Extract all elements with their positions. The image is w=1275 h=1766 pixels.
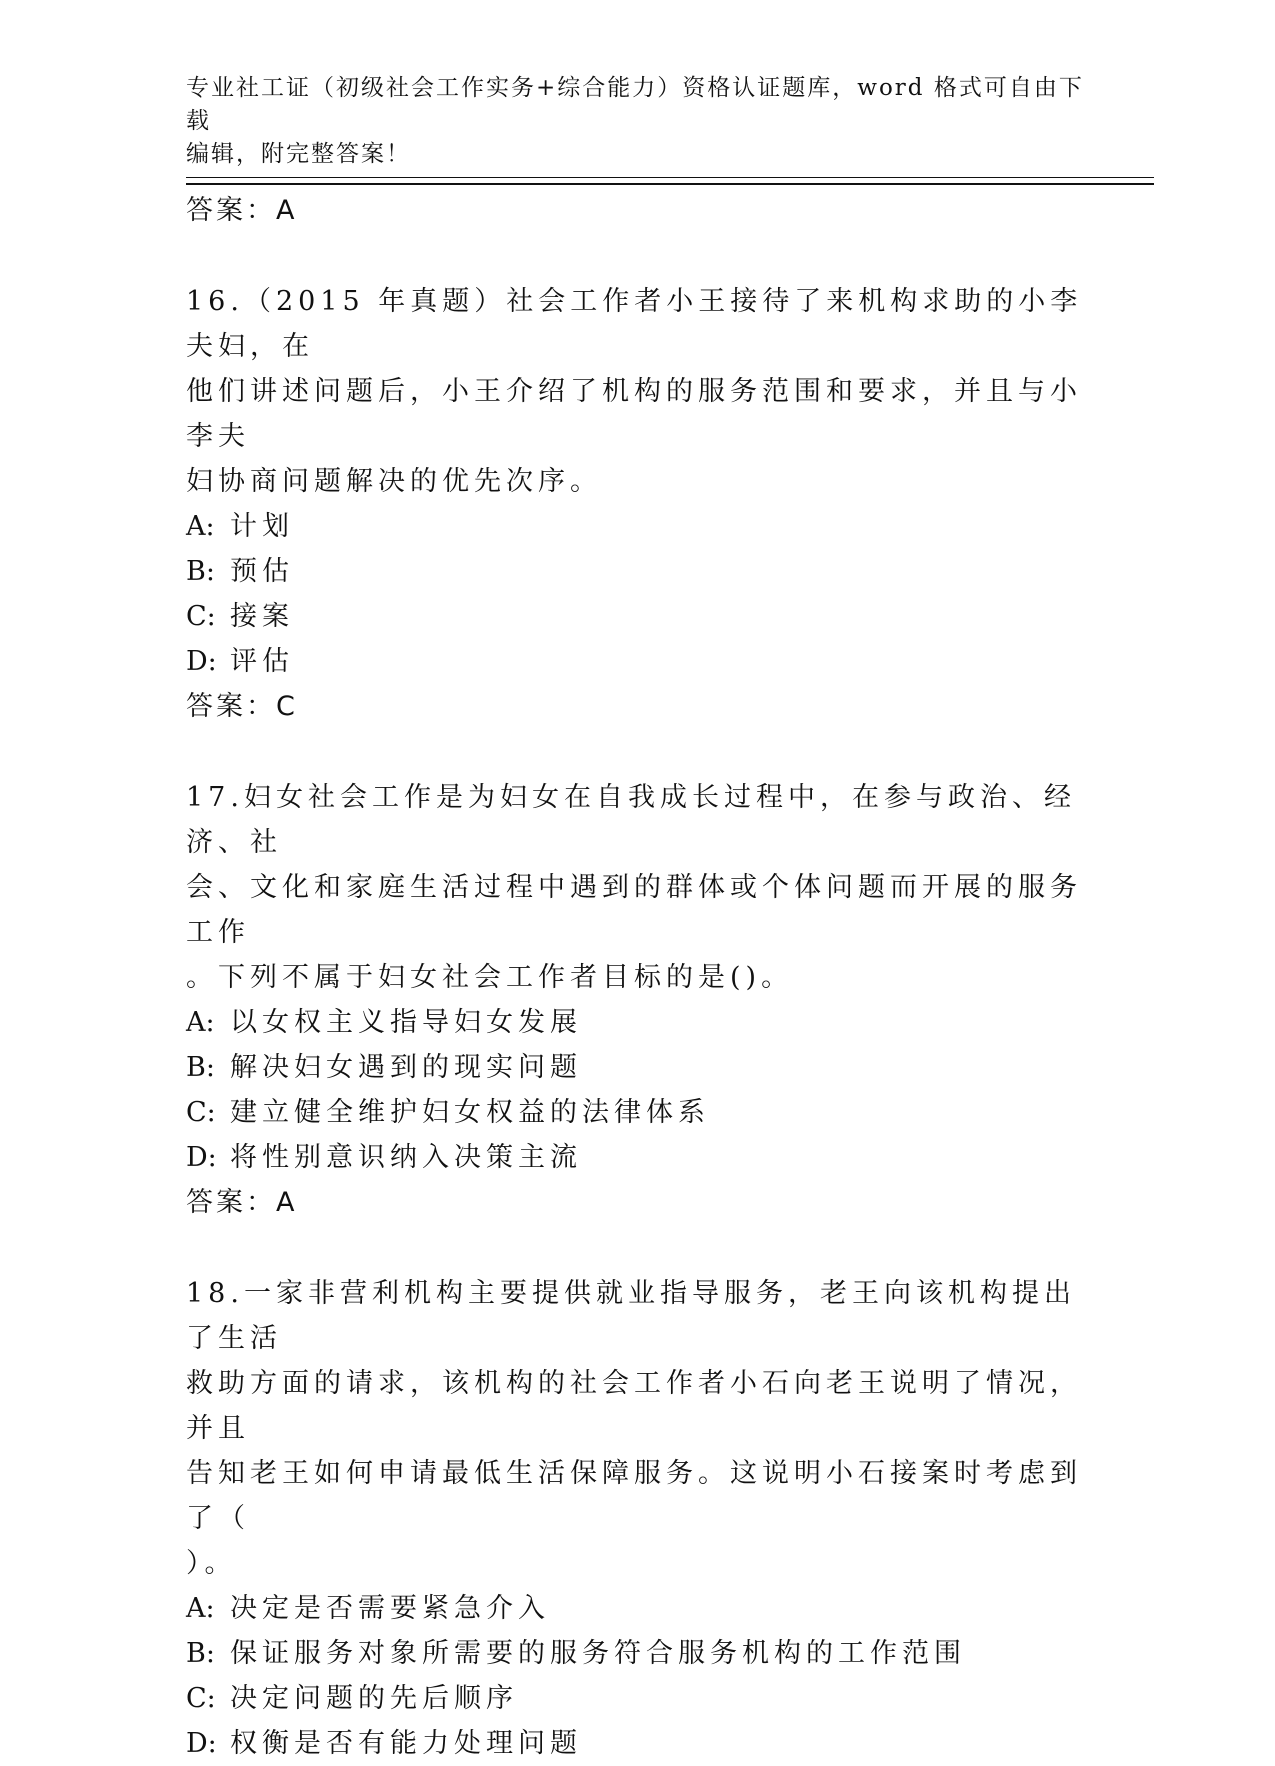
header-divider xyxy=(186,177,1154,185)
option-letter: C: xyxy=(186,1683,216,1714)
option-letter: A: xyxy=(186,1007,215,1038)
option-letter: C: xyxy=(186,601,216,632)
answer-line: 答案：C xyxy=(186,691,298,722)
question-text-line: 会、文化和家庭生活过程中遇到的群体或个体问题而开展的服务工作 xyxy=(186,872,1082,948)
question-text-line: 16.（2015 年真题）社会工作者小王接待了来机构求助的小李夫妇，在 xyxy=(186,286,1083,362)
option-letter: D: xyxy=(186,1142,217,1173)
option-a xyxy=(186,1586,1086,1631)
answer-line: 答案：A xyxy=(186,1187,298,1218)
option-letter: A: xyxy=(186,1593,215,1624)
option-letter: B: xyxy=(186,1638,215,1669)
page-header xyxy=(186,72,1086,171)
option-text: 建立健全维护妇女权益的法律体系 xyxy=(230,1097,710,1128)
option-letter: A: xyxy=(186,511,215,542)
question-text-line: 告知老王如何申请最低生活保障服务。这说明小石接案时考虑到了（ xyxy=(186,1458,1082,1534)
question-18 xyxy=(186,1271,1086,1766)
option-text: 将性别意识纳入决策主流 xyxy=(230,1142,582,1173)
option-letter: B: xyxy=(186,1052,215,1083)
option-letter: D: xyxy=(186,646,217,677)
option-b xyxy=(186,1045,1086,1090)
option-text: 接案 xyxy=(230,601,294,632)
option-c xyxy=(186,594,1086,639)
question-text-line: 17.妇女社会工作是为妇女在自我成长过程中，在参与政治、经济、社 xyxy=(186,782,1076,858)
option-text: 解决妇女遇到的现实问题 xyxy=(230,1052,582,1083)
option-a xyxy=(186,504,1086,549)
option-text: 预估 xyxy=(230,556,294,587)
question-text-line: 妇协商问题解决的优先次序。 xyxy=(186,466,602,497)
option-text: 以女权主义指导妇女发展 xyxy=(230,1007,582,1038)
question-text-line: 救助方面的请求，该机构的社会工作者小石向老王说明了情况，并且 xyxy=(186,1368,1082,1444)
question-text-line: 。下列不属于妇女社会工作者目标的是()。 xyxy=(186,962,794,993)
option-text: 决定问题的先后顺序 xyxy=(230,1683,518,1714)
option-c xyxy=(186,1090,1086,1135)
option-text: 评估 xyxy=(230,646,294,677)
option-letter: B: xyxy=(186,556,215,587)
option-b xyxy=(186,1631,1086,1676)
option-b xyxy=(186,549,1086,594)
option-text: 权衡是否有能力处理问题 xyxy=(230,1728,582,1759)
option-d xyxy=(186,1135,1086,1180)
question-text-line: 18.一家非营利机构主要提供就业指导服务，老王向该机构提出了生活 xyxy=(186,1278,1076,1354)
question-17 xyxy=(186,775,1086,1225)
question-16 xyxy=(186,279,1086,729)
question-text-line: ）。 xyxy=(186,1548,237,1579)
option-letter: D: xyxy=(186,1728,217,1759)
document-body xyxy=(186,188,1086,1766)
option-text: 保证服务对象所需要的服务符合服务机构的工作范围 xyxy=(230,1638,966,1669)
option-c xyxy=(186,1676,1086,1721)
option-text: 决定是否需要紧急介入 xyxy=(230,1593,550,1624)
option-d xyxy=(186,1721,1086,1766)
header-line-2: 编辑，附完整答案！ xyxy=(186,141,411,167)
option-letter: C: xyxy=(186,1097,216,1128)
answer-line: 答案：A xyxy=(186,195,298,226)
question-text-line: 他们讲述问题后，小王介绍了机构的服务范围和要求，并且与小李夫 xyxy=(186,376,1082,452)
header-line-1: 专业社工证（初级社会工作实务+综合能力）资格认证题库，word 格式可自由下载 xyxy=(186,75,1084,134)
option-d xyxy=(186,639,1086,684)
option-a xyxy=(186,1000,1086,1045)
option-text: 计划 xyxy=(230,511,294,542)
